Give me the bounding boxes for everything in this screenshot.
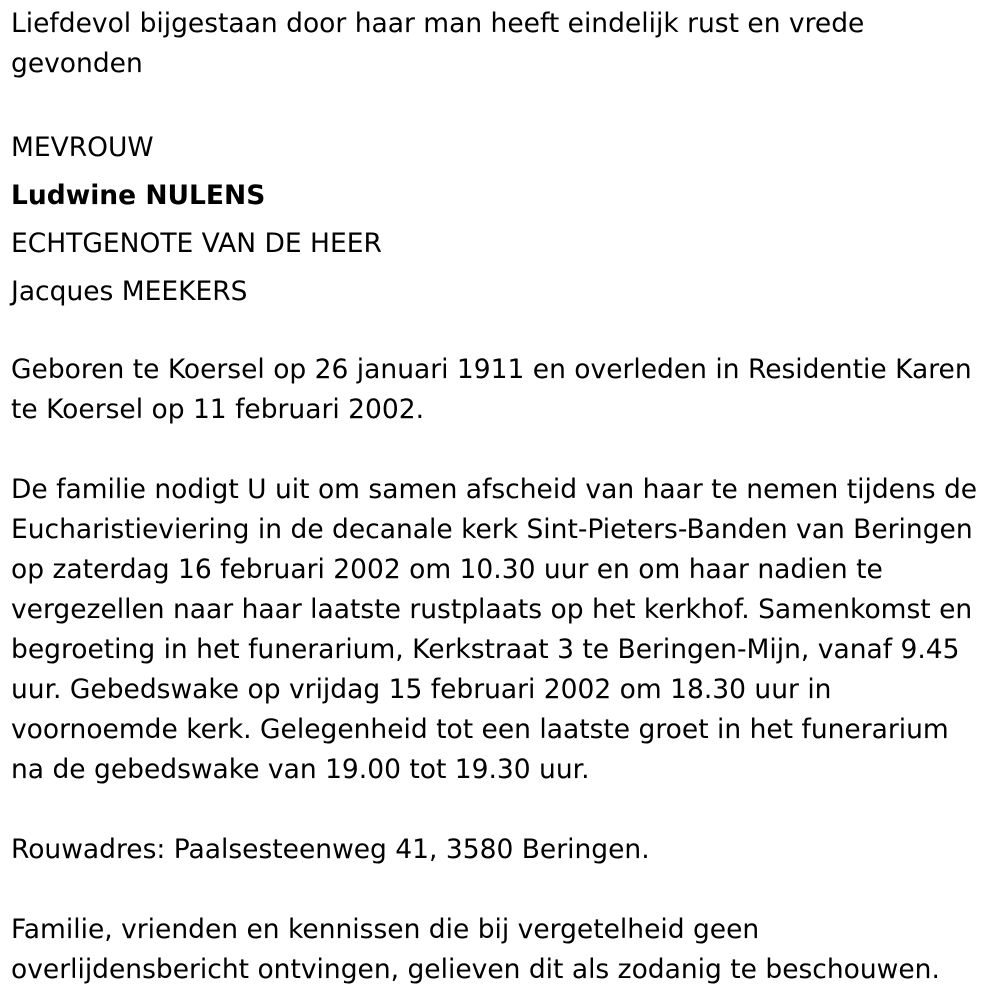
ceremony-line: na de gebedswake van 19.00 tot 19.30 uur. [11, 754, 590, 785]
spacer [11, 430, 996, 470]
ceremony-line: Eucharistieviering in de decanale kerk Sint-Pieters-Banden van Beringen [11, 514, 973, 545]
ceremony-line: op zaterdag 16 februari 2002 om 10.30 uur en om haar nadien te [11, 554, 883, 585]
relation-line: ECHTGENOTE VAN DE HEER [11, 228, 382, 259]
ceremony-line: De familie nodigt U uit om samen afscheid van haar te nemen tijdens de [11, 474, 978, 505]
spouse-name: Jacques MEEKERS [11, 276, 248, 307]
honorific: MEVROUW [11, 132, 154, 163]
heading-block [11, 124, 996, 316]
obituary-document [11, 4, 996, 990]
ceremony-line: vergezellen naar haar laatste rustplaats op het kerkhof. Samenkomst en [11, 594, 973, 625]
intro-paragraph [11, 4, 996, 84]
intro-line: gevonden [11, 48, 143, 79]
notice-line: Familie, vrienden en kennissen die bij vergetelheid geen [11, 914, 760, 945]
notice-line: overlijdensbericht ontvingen, gelieven dit als zodanig te beschouwen. [11, 954, 940, 985]
ceremony-line: begroeting in het funerarium, Kerkstraat 3 te Beringen-Mijn, vanaf 9.45 [11, 634, 960, 665]
birth-death-line: Geboren te Koersel op 26 januari 1911 en overleden in Residentie Karen [11, 354, 972, 385]
spacer [11, 316, 996, 350]
birth-death-paragraph [11, 350, 996, 430]
mourning-address: Rouwadres: Paalsesteenweg 41, 3580 Beringen. [11, 834, 650, 865]
spacer [11, 790, 996, 830]
spacer [11, 84, 996, 124]
birth-death-line: te Koersel op 11 februari 2002. [11, 394, 425, 425]
ceremony-line: voornoemde kerk. Gelegenheid tot een laatste groet in het funerarium [11, 714, 949, 745]
ceremony-line: uur. Gebedswake op vrijdag 15 februari 2002 om 18.30 uur in [11, 674, 832, 705]
deceased-name: Ludwine NULENS [11, 180, 266, 211]
ceremony-paragraph [11, 470, 996, 790]
address-paragraph [11, 830, 996, 870]
notice-paragraph [11, 910, 996, 990]
spacer [11, 870, 996, 910]
intro-line: Liefdevol bijgestaan door haar man heeft eindelijk rust en vrede [11, 8, 865, 39]
